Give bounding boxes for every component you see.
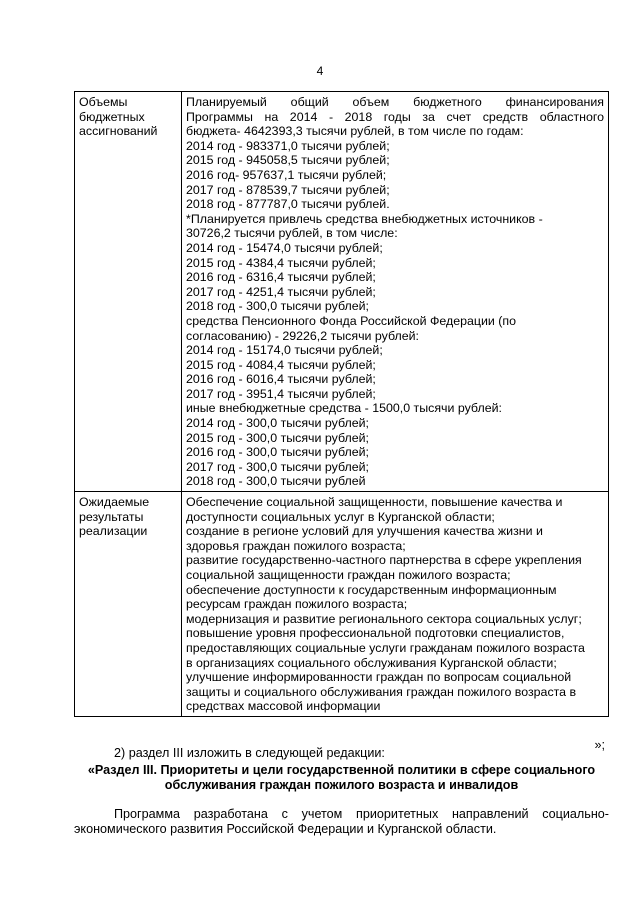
- text-line: средства Пенсионного Фонда Российской Федерации (по: [186, 313, 517, 328]
- table-row: [75, 492, 609, 717]
- text-line: 2015 год - 945058,5 тысячи рублей;: [186, 153, 390, 168]
- text-line: улучшение информированности граждан по вопросам социальной: [186, 670, 572, 685]
- closing-quote: »;: [594, 738, 605, 752]
- text-line: здоровья граждан пожилого возраста;: [186, 538, 406, 553]
- text-line: Программы на 2014 - 2018 годы за счет средств областного: [186, 109, 604, 124]
- row-label-line: бюджетных: [79, 109, 145, 124]
- text-line: 2017 год - 4251,4 тысячи рублей;: [186, 284, 376, 299]
- section-title-line: обслуживания граждан пожилого возраста и инвалидов: [164, 778, 519, 792]
- row-content-cell: [182, 92, 609, 492]
- row-label-line: Объемы: [79, 95, 128, 109]
- row-label-cell: [75, 92, 182, 492]
- row-label-line: Ожидаемые: [79, 495, 150, 510]
- text-line: бюджета- 4642393,3 тысячи рублей, в том числе по годам:: [186, 124, 524, 139]
- text-line: обеспечение доступности к государственным информационным: [186, 582, 557, 597]
- text-line: защиты и социального обслуживания граждан пожилого возраста в: [186, 684, 577, 699]
- text-line: 2016 год - 300,0 тысячи рублей;: [186, 445, 369, 460]
- row-label-cell: [75, 492, 182, 717]
- text-line: согласованию) - 29226,2 тысячи рублей:: [186, 328, 419, 343]
- text-line: 2015 год - 4384,4 тысячи рублей;: [186, 255, 376, 270]
- text-line: 2014 год - 983371,0 тысячи рублей;: [186, 138, 390, 153]
- page-number: 4: [316, 64, 324, 78]
- text-line: 2016 год- 957637,1 тысячи рублей;: [186, 167, 387, 182]
- row-content-cell: [182, 492, 609, 717]
- passport-table: [74, 91, 609, 717]
- row-label-line: реализации: [79, 524, 148, 539]
- text-line: 2014 год - 300,0 тысячи рублей;: [186, 416, 369, 431]
- text-line: Обеспечение социальной защищенности, повышение качества и: [186, 495, 563, 510]
- section-title-line: «Раздел III. Приоритеты и цели государственной политики в сфере социального: [87, 763, 596, 777]
- row-label-line: ассигнований: [79, 124, 158, 139]
- text-line: 2017 год - 300,0 тысячи рублей;: [186, 459, 369, 474]
- table-row: [75, 92, 609, 492]
- text-line: 2018 год - 877787,0 тысячи рублей.: [186, 197, 390, 212]
- text-line: доступности социальных услуг в Курганской области;: [186, 509, 495, 524]
- amendment-item-2: 2) раздел III изложить в следующей редакции:: [114, 746, 385, 760]
- text-line: иные внебюджетные средства - 1500,0 тысячи рублей:: [186, 401, 502, 416]
- text-line: 2016 год - 6016,4 тысячи рублей;: [186, 372, 376, 387]
- text-line: 2014 год - 15474,0 тысячи рублей;: [186, 240, 383, 255]
- text-line: средствах массовой информации: [186, 699, 381, 714]
- text-line: 2014 год - 15174,0 тысячи рублей;: [186, 343, 383, 358]
- text-line: в организациях социального обслуживания Курганской области;: [186, 655, 557, 670]
- program-paragraph: Программа разработана с учетом приоритетных направлений социально-экономического развития Российской Федерации и Курганской области.: [74, 807, 609, 836]
- text-line: 2017 год - 878539,7 тысячи рублей;: [186, 182, 390, 197]
- text-line: 2018 год - 300,0 тысячи рублей;: [186, 299, 369, 314]
- text-line: 30726,2 тысячи рублей, в том числе:: [186, 226, 398, 241]
- text-line: социальной защищенности граждан пожилого возраста;: [186, 568, 511, 582]
- text-line: создание в регионе условий для улучшения качества жизни и: [186, 524, 543, 539]
- row-label-line: результаты: [79, 509, 144, 524]
- text-line: Планируемый общий объем бюджетного финансирования: [186, 95, 604, 109]
- text-line: 2017 год - 3951,4 тысячи рублей;: [186, 386, 376, 401]
- text-line: развитие государственно-частного партнерства в сфере укрепления: [186, 553, 582, 568]
- text-line: 2016 год - 6316,4 тысячи рублей;: [186, 270, 376, 285]
- text-line: 2015 год - 4084,4 тысячи рублей;: [186, 357, 376, 372]
- text-line: предоставляющих социальные услуги гражданам пожилого возраста: [186, 640, 585, 655]
- section-title: [74, 763, 609, 793]
- text-line: 2015 год - 300,0 тысячи рублей;: [186, 430, 369, 445]
- text-line: *Планируется привлечь средства внебюджетных источников -: [186, 211, 543, 226]
- text-line: 2018 год - 300,0 тысячи рублей: [186, 474, 366, 489]
- text-line: модернизация и развитие регионального сектора социальных услуг;: [186, 611, 582, 626]
- text-line: ресурсам граждан пожилого возраста;: [186, 597, 408, 612]
- text-line: повышение уровня профессиональной подготовки специалистов,: [186, 626, 565, 641]
